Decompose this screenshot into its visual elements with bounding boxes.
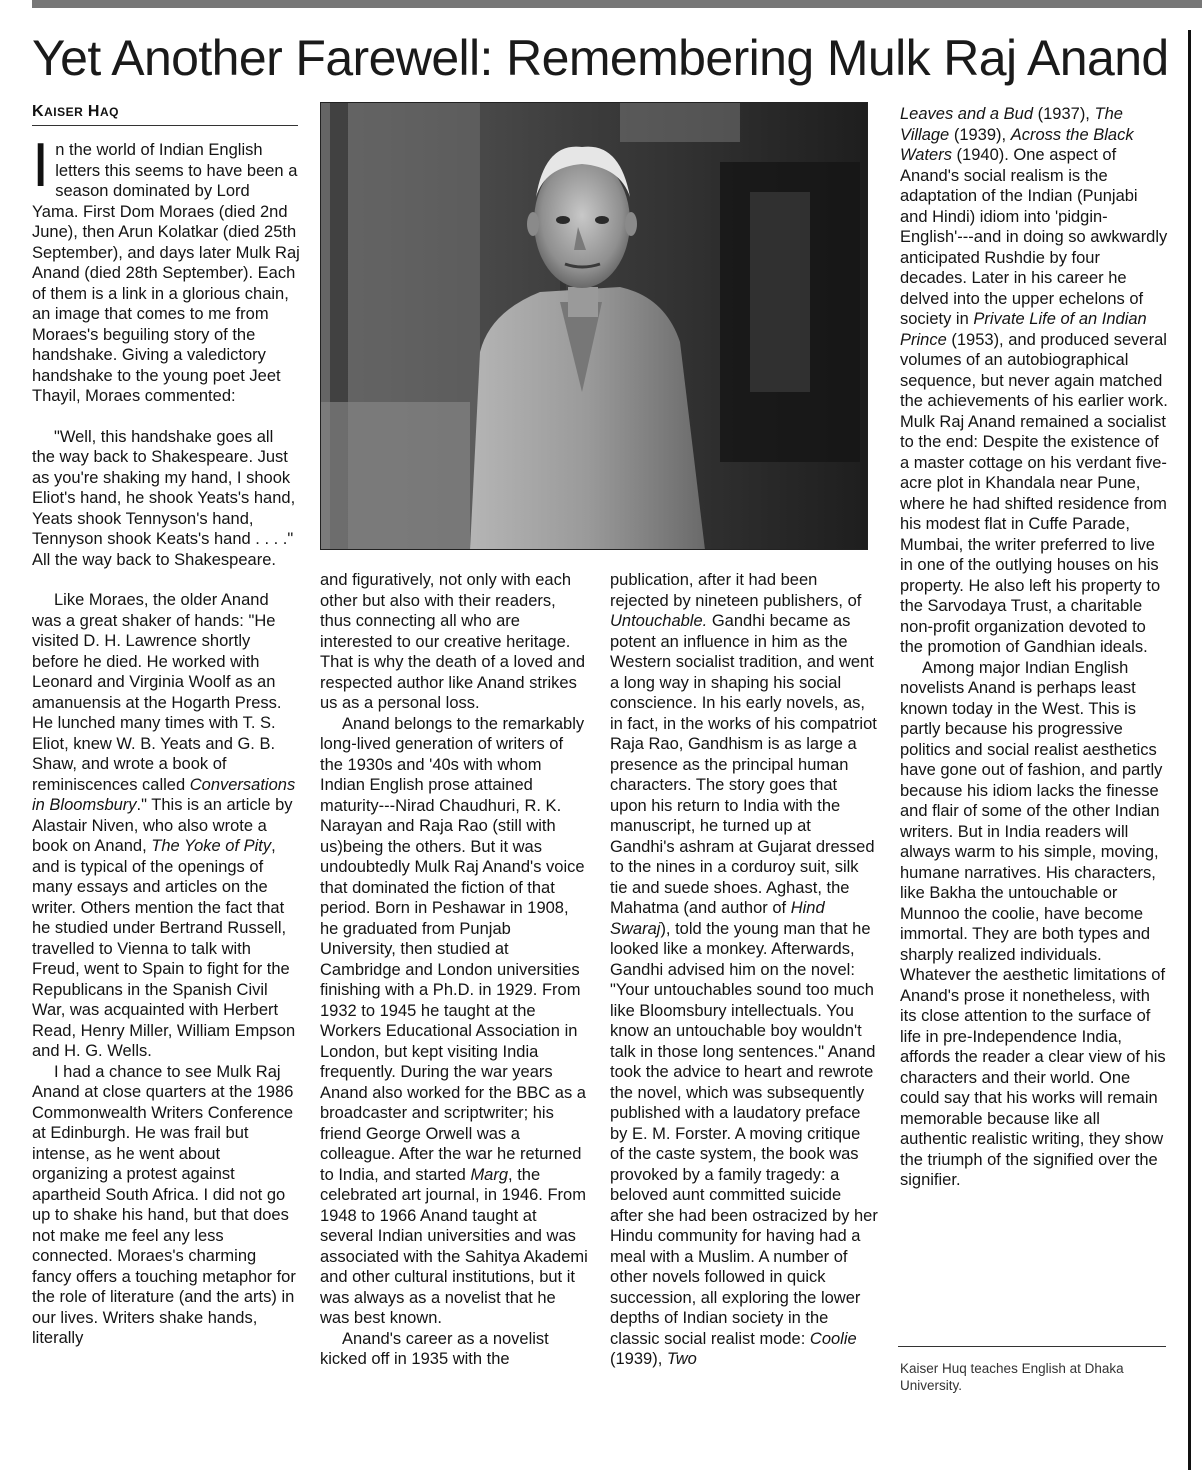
author-photo	[320, 102, 868, 550]
column-4	[900, 104, 1168, 1191]
book-title: Across the Black Waters	[900, 125, 1134, 164]
paragraph-edinburgh: I had a chance to see Mulk Raj Anand at close quarters at the 1986 Commonwealth Writers Conference at Edinburgh. He was frail but intense, as he went about organizing a protest against apartheid South Africa. I did not go up to shake his hand, but that does not make me feel any less connected. Moraes's charming fancy offers a touching metaphor for the role of literature (and the arts) in our lives. Writers shake hands, literally	[32, 1062, 296, 1347]
drop-cap: I	[32, 131, 50, 200]
author-note: Kaiser Huq teaches English at Dhaka University.	[900, 1361, 1124, 1393]
paragraph-generation: Anand belongs to the remarkably long-lived generation of writers of the 1930s and '40s with whom Indian English prose attained maturity---Nirad Chaudhuri, R. K. Narayan and Raja Rao (still with us)being the others. But it was undoubtedly Mulk Raj Anand's voice that dominated the fiction of that period. Born in Peshawar in 1908, he graduated from Punjab University, then studied at Cambridge and London universities finishing with a Ph.D. in 1929. From 1932 to 1945 he taught at the Workers Educational Association in London, but kept visiting India frequently. During the war years Anand also worked for the BBC as a broadcaster and scriptwriter; his friend George Orwell was a colleague. After the war he returned to India, and started Marg, the celebrated art journal, in 1946. From 1948 to 1966 Anand taught at several Indian universities and was associated with the Sahitya Akademi and other cultural institutions, but it was always as a novelist that he was best known.	[320, 714, 588, 1327]
book-title: Leaves and a Bud	[900, 105, 1034, 123]
right-rule	[1188, 30, 1191, 1470]
paragraph-realism: Leaves and a Bud (1937), The Village (1939), Across the Black Waters (1940). One aspect of Anand's social realism is the adaptation of the Indian (Punjabi and Hindi) idiom into 'pidgin-English'---and in doing so awkwardly anticipated Rushdie by four decades. Later in his career he delved into the upper echelons of society in Private Life of an Indian Prince (1953), and produced several volumes of an autobiographical sequence, but never again matched the achievements of his earlier work. Mulk Raj Anand remained a socialist to the end: Despite the existence of a master cottage on his verdant five-acre plot in Khandala near Pune, where he had shifted residence from his modest flat in Cuffe Parade, Mumbai, the writer preferred to live in one of the outlying houses on his property. He also left his property to the Sarvodaya Trust, a charitable non-profit organization devoted to the promotion of Gandhian ideals.	[900, 105, 1168, 656]
book-title: The Village	[900, 105, 1123, 144]
column-2	[320, 570, 588, 1370]
paragraph-figuratively: and figuratively, not only with each other but also with their readers, thus connecting all who are interested to our creative heritage. That is why the death of a loved and respected author like Anand strikes us as a personal loss.	[320, 571, 586, 712]
book-title: The Yoke of Pity	[151, 837, 272, 855]
byline-k: K	[32, 103, 45, 120]
byline	[32, 103, 298, 126]
byline-aq: AQ	[99, 105, 119, 119]
book-title: Coolie	[809, 1329, 857, 1348]
note-divider	[898, 1346, 1166, 1347]
headline: Yet Another Farewell: Remembering Mulk Raj Anand	[32, 30, 1169, 86]
top-rule	[32, 0, 1202, 8]
photo-illustration	[320, 102, 868, 550]
book-title: Private Life of an Indian Prince	[900, 310, 1147, 349]
book-title: Conversations in Bloomsbury	[32, 775, 296, 814]
column-1	[32, 131, 300, 1349]
journal-title: Marg	[470, 1165, 509, 1184]
quote-paragraph: "Well, this handshake goes all the way back to Shakespeare. Just as you're shaking my hand, I shook Eliot's hand, he shook Yeats's hand, Yeats shook Tennyson's hand, Tennyson shook Keats's hand . . . ." All the way back to Shakespeare.	[32, 427, 296, 569]
column-3	[610, 570, 878, 1370]
paragraph-shaker: Like Moraes, the older Anand was a great shaker of hands: "He visited D. H. Lawrence shortly before he died. He worked with Leonard and Virginia Woolf as an amanuensis at the Hogarth Press. He lunched many times with T. S. Eliot, knew W. B. Yeats and G. B. Shaw, and wrote a book of reminiscences called Conversations in Bloomsbury." This is an article by Alastair Niven, who also wrote a book on Anand, The Yoke of Pity, and is typical of the openings of many essays and articles on the writer. Others mention the fact that he studied under Bertrand Russell, travelled to Vienna to talk with Freud, went to Spain to fight for the Republicans in the Spanish Civil War, was acquainted with Herbert Read, Henry Miller, William Empson and H. G. Wells.	[32, 591, 296, 1060]
paragraph-intro: In the world of Indian English letters this seems to have been a season dominated by Lord Yama. First Dom Moraes (died 2nd June), then Arun Kolatkar (died 25th September), and days later Mulk Raj Anand (died 28th September). Each of them is a link in a glorious chain, an image that comes to me from Moraes's beguiling story of the handshake. Giving a valedictory handshake to the young poet Jeet Thayil, Moraes commented:	[32, 131, 300, 405]
byline-h: H	[87, 103, 100, 120]
byline-aiser: AISER	[44, 105, 84, 119]
paragraph-legacy: Among major Indian English novelists Anand is perhaps least known today in the West. This is partly because his progressive politics and social realist aesthetics have gone out of fashion, and partly because his idiom lacks the finesse and flair of some of the other Indian writers. But in India readers will always warm to his simple, moving, humane narratives. His characters, like Bakha the untouchable or Munnoo the coolie, have become immortal. They are both types and sharply realized individuals. Whatever the aesthetic limitations of Anand's prose it nonetheless, with its close attention to the surface of life in pre-Independence India, affords the reader a clear view of his characters and their world. One could say that his works will remain memorable because like all authentic realistic writing, they show the triumph of the signified over the signifier.	[900, 658, 1166, 1189]
paragraph-untouchable: publication, after it had been rejected by nineteen publishers, of Untouchable. Gandhi became as potent an influence in him as the Western socialist tradition, and went a long way in shaping his social conscience. In his early novels, as, in fact, in the works of his compatriot Raja Rao, Gandhism is as large a presence as the principal human characters. The story goes that upon his return to India with the manuscript, he turned up at Gandhi's ashram at Gujarat dressed to the nines in a corduroy suit, silk tie and suede shoes. Aghast, the Mahatma (and author of Hind Swaraj), told the young man that he looked like a monkey. Afterwards, Gandhi advised him on the novel: "Your untouchables sound too much like Bloomsbury intellectuals. You know an untouchable boy wouldn't talk in those long sentences." Anand took the advice to heart and rewrote the novel, which was subsequently published with a laudatory preface by E. M. Forster. A moving critique of the caste system, the book was provoked by a family tragedy: a beloved aunt committed suicide after she had been ostracized by her Hindu community for having had a meal with a Muslim. A number of other novels followed in quick succession, all exploring the lower depths of Indian society in the classic social realist mode: Coolie (1939), Two	[610, 571, 878, 1368]
book-title: Hind Swaraj	[610, 899, 825, 938]
book-title: Untouchable.	[610, 612, 708, 630]
paragraph-career: Anand's career as a novelist kicked off in 1935 with the	[320, 1329, 549, 1368]
book-title: Two	[666, 1350, 697, 1368]
